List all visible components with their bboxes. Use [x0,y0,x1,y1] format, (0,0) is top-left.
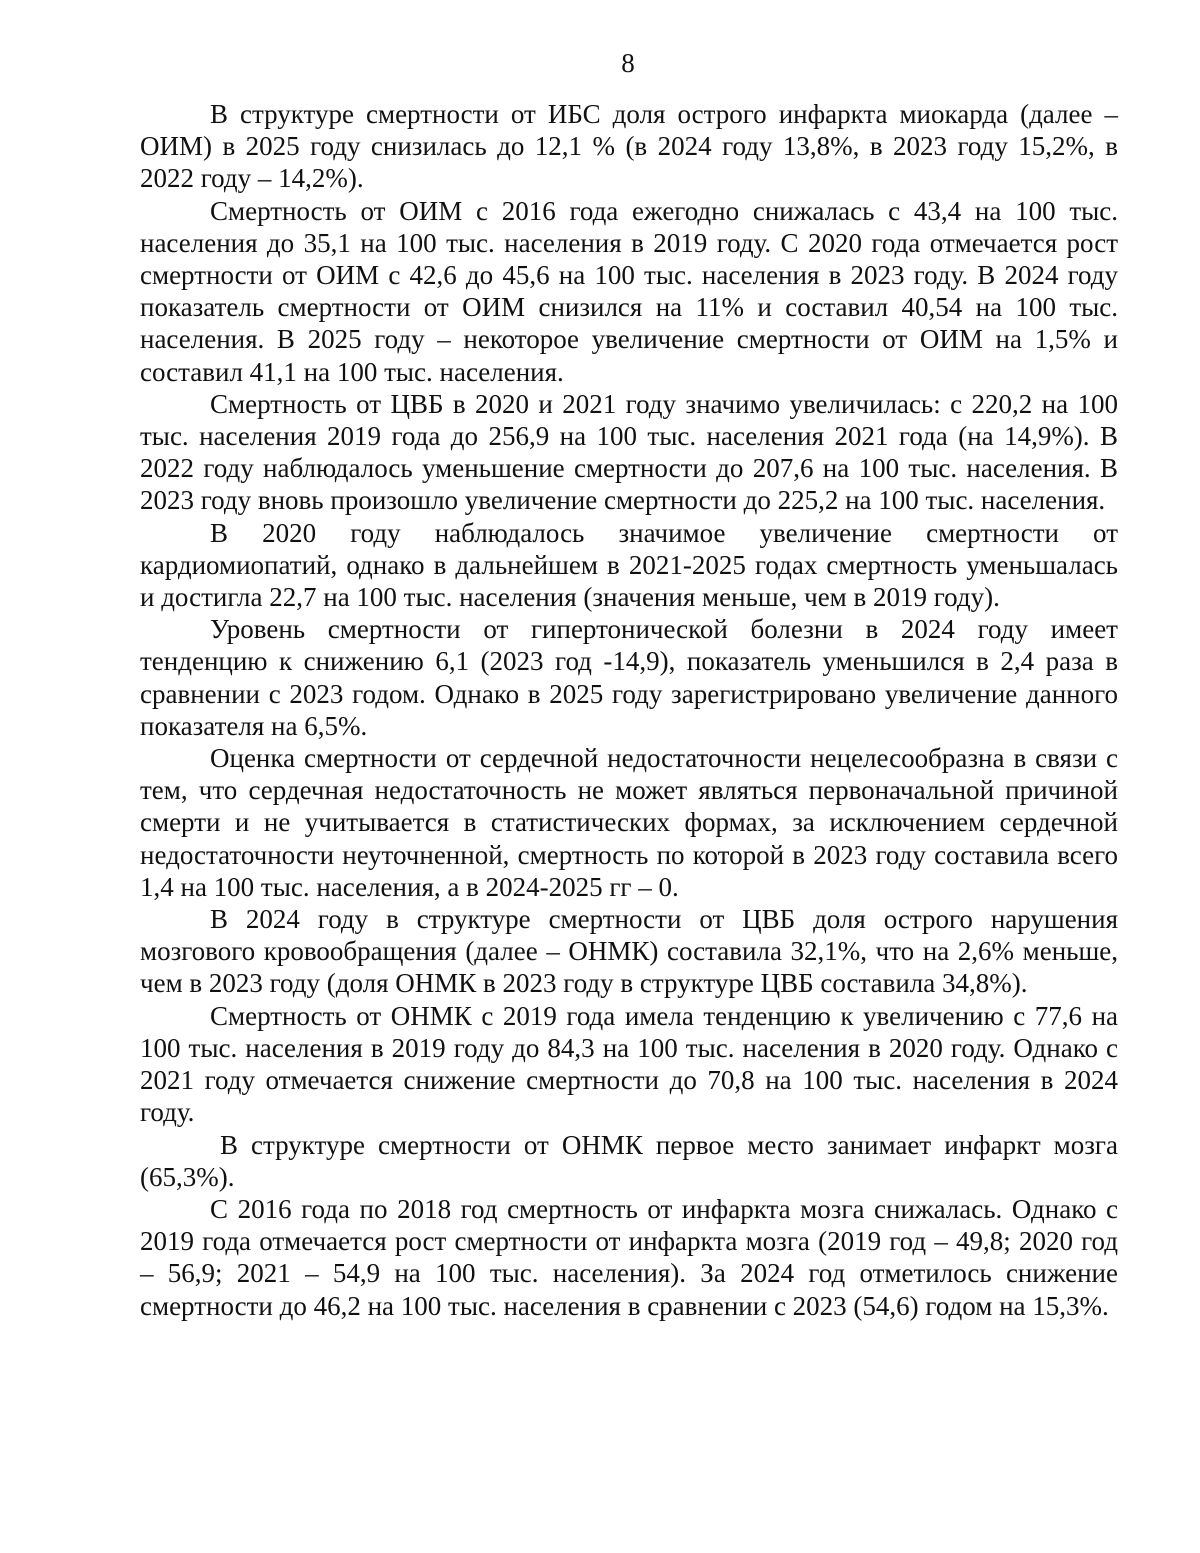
paragraph-cardiomyopathy: В 2020 году наблюдалось значимое увеличение смертности от кардиомиопатий, однако в дальнейшем в 2021-2025 годах смертность уменьшалась и достигла 22,7 на 100 тыс. населения (значения меньше, чем в 2019 году). [140,517,1118,613]
document-body [140,98,1118,1322]
paragraph-oim-mortality: Смертность от ОИМ с 2016 года ежегодно снижалась с 43,4 на 100 тыс. населения до 35,1 на 100 тыс. населения в 2019 году. С 2020 года отмечается рост смертности от ОИМ с 42,6 до 45,6 на 100 тыс. населения в 2023 году. В 2024 году показатель смертности от ОИМ снизился на 11% и составил 40,54 на 100 тыс. населения. В 2025 году – некоторое увеличение смертности от ОИМ на 1,5% и составил 41,1 на 100 тыс. населения. [140,195,1118,387]
paragraph-onmk-share: В 2024 году в структуре смертности от ЦВБ доля острого нарушения мозгового кровообращения (далее – ОНМК) составила 32,1%, что на 2,6% меньше, чем в 2023 году (доля ОНМК в 2023 году в структуре ЦВБ составила 34,8%). [140,904,1118,999]
paragraph-brain-infarction-mortality: С 2016 года по 2018 год смертность от инфаркта мозга снижалась. Однако с 2019 года отмечается рост смертности от инфаркта мозга (2019 год – 49,8; 2020 год – 56,9; 2021 – 54,9 на 100 тыс. населения). За 2024 год отметилось снижение смертности до 46,2 на 100 тыс. населения в сравнении с 2023 (54,6) годом на 15,3%. [140,1193,1118,1321]
paragraph-oim-share: В структуре смертности от ИБС доля острого инфаркта миокарда (далее – ОИМ) в 2025 году снизилась до 12,1 % (в 2024 году 13,8%, в 2023 году 15,2%, в 2022 году – 14,2%). [140,99,1118,194]
paragraph-onmk-mortality: Смертность от ОНМК с 2019 года имела тенденцию к увеличению с 77,6 на 100 тыс. населения в 2019 году до 84,3 на 100 тыс. населения в 2020 году. Однако с 2021 году отмечается снижение смертности до 70,8 на 100 тыс. населения в 2024 году. [140,1000,1118,1128]
paragraph-cvd-mortality: Смертность от ЦВБ в 2020 и 2021 году значимо увеличилась: с 220,2 на 100 тыс. населения 2019 года до 256,9 на 100 тыс. населения 2021 года (на 14,9%). В 2022 году наблюдалось уменьшение смертности до 207,6 на 100 тыс. населения. В 2023 году вновь произошло увеличение смертности до 225,2 на 100 тыс. населения. [140,388,1118,516]
paragraph-heart-failure: Оценка смертности от сердечной недостаточности нецелесообразна в связи с тем, что сердечная недостаточность не может являться первоначальной причиной смерти и не учитывается в статистических формах, за исключением сердечной недостаточности неуточненной, смертность по которой в 2023 году составила всего 1,4 на 100 тыс. населения, а в 2024-2025 гг – 0. [140,743,1118,902]
paragraph-hypertension: Уровень смертности от гипертонической болезни в 2024 году имеет тенденцию к снижению 6,1 (2023 год -14,9), показатель уменьшился в 2,4 раза в сравнении с 2023 годом. Однако в 2025 году зарегистрировано увеличение данного показателя на 6,5%. [140,614,1118,741]
paragraph-brain-infarction-share: В структуре смертности от ОНМК первое место занимает инфаркт мозга (65,3%). [140,1129,1118,1192]
page-number: 8 [621,48,635,78]
